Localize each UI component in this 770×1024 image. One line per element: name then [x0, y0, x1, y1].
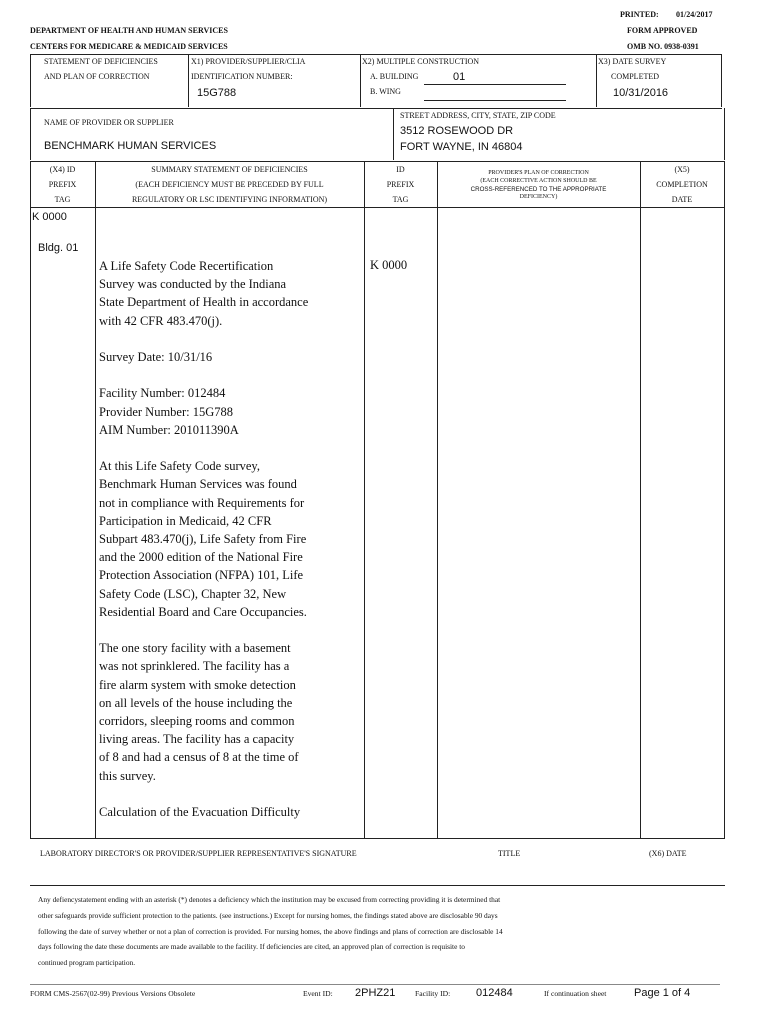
- page-number: Page 1 of 4: [634, 987, 691, 999]
- building-label: A. BUILDING: [370, 72, 419, 81]
- address-line-2: FORT WAYNE, IN 46804: [400, 141, 523, 153]
- summary-line: Survey Date: 10/31/16: [99, 350, 213, 365]
- disclaimer: [38, 892, 503, 971]
- summary-line: fire alarm system with smoke detection: [99, 677, 296, 692]
- summary-line: of 8 and had a census of 8 at the time of: [99, 750, 299, 765]
- summary-line: Safety Code (LSC), Chapter 32, New: [99, 586, 287, 601]
- form-approved: FORM APPROVED: [627, 26, 698, 35]
- x4-header-3: TAG: [54, 195, 71, 204]
- statement-label-2: AND PLAN OF CORRECTION: [44, 72, 150, 81]
- summary-header-1: SUMMARY STATEMENT OF DEFICIENCIES: [151, 165, 308, 174]
- summary-line: Survey was conducted by the Indiana: [99, 277, 287, 292]
- summary-header-3: REGULATORY OR LSC IDENTIFYING INFORMATION): [131, 195, 328, 204]
- continuation-label: If continuation sheet: [544, 989, 607, 998]
- event-id-value: 2PHZ21: [355, 987, 396, 999]
- summary-header-2: (EACH DEFICIENCY MUST BE PRECEDED BY FULL: [135, 180, 324, 189]
- id-header-3: TAG: [392, 195, 409, 204]
- disclaimer-line: following the date of survey whether or not a plan of correction is provided. For nursing homes, the above findings and plans of correction are disclosable 14: [38, 926, 503, 936]
- summary-line: Benchmark Human Services was found: [99, 477, 297, 492]
- plan-header-4: DEFICIENCY): [519, 194, 558, 200]
- disclaimer-line: continued program participation.: [38, 958, 136, 968]
- summary-line: Provider Number: 15G788: [99, 404, 234, 419]
- summary-line: not in compliance with Requirements for: [99, 495, 305, 510]
- disclaimer-line: other safeguards provide sufficient protection to the patients. (see instructions.) Except for nursing homes, the findings stated above are disclosable 90 days: [38, 910, 498, 920]
- survey-date-value: 10/31/2016: [613, 87, 669, 99]
- signature-label: LABORATORY DIRECTOR'S OR PROVIDER/SUPPLIER REPRESENTATIVE'S SIGNATURE: [40, 849, 357, 858]
- x5-header-1: (X5): [674, 165, 690, 174]
- wing-label: B. WING: [370, 87, 401, 96]
- provider-name-label: NAME OF PROVIDER OR SUPPLIER: [44, 118, 174, 127]
- x5-header-2: COMPLETION: [656, 180, 708, 189]
- x4-header-2: PREFIX: [48, 180, 77, 189]
- summary-statement: [99, 257, 308, 821]
- summary-line: Residential Board and Care Occupancies.: [99, 604, 307, 619]
- building-value: 01: [453, 71, 466, 83]
- id-header-2: PREFIX: [386, 180, 415, 189]
- summary-line: and the 2000 edition of the National Fire: [99, 550, 303, 565]
- summary-line: this survey.: [99, 768, 156, 783]
- form-id: FORM CMS-2567(02-99) Previous Versions Obsolete: [30, 989, 196, 998]
- x4-header-1: (X4) ID: [49, 165, 76, 174]
- omb-number: OMB NO. 0938-0391: [627, 42, 699, 51]
- summary-line: was not sprinklered. The facility has a: [99, 659, 290, 674]
- plan-header-3: CROSS-REFERENCED TO THE APPROPRIATE: [470, 186, 607, 193]
- department-title: DEPARTMENT OF HEALTH AND HUMAN SERVICES: [30, 26, 228, 35]
- event-id-label: Event ID:: [303, 989, 333, 998]
- x2-label: X2) MULTIPLE CONSTRUCTION: [362, 57, 480, 66]
- building-tag: Bldg. 01: [38, 242, 79, 254]
- summary-line: Protection Association (NFPA) 101, Life: [99, 568, 304, 583]
- summary-line: Calculation of the Evacuation Difficulty: [99, 805, 301, 820]
- x5-header-3: DATE: [671, 195, 693, 204]
- provider-id-value: 15G788: [197, 87, 237, 99]
- summary-line: with 42 CFR 483.470(j).: [99, 313, 223, 328]
- disclaimer-line: days following the date these documents are made available to the facility. If deficiencies are cited, an approved plan of correction is requisite to: [38, 942, 465, 952]
- date-label: (X6) DATE: [649, 849, 687, 858]
- plan-header-2: (EACH CORRECTIVE ACTION SHOULD BE: [480, 178, 597, 184]
- summary-line: A Life Safety Code Recertification: [99, 259, 274, 273]
- summary-line: AIM Number: 201011390A: [99, 422, 239, 437]
- facility-id-label: Facility ID:: [415, 989, 451, 998]
- id-header-1: ID: [396, 165, 405, 174]
- prefix-tag-right: K 0000: [370, 258, 408, 272]
- summary-line: on all levels of the house including the: [99, 695, 293, 710]
- facility-id-value: 012484: [476, 987, 513, 999]
- statement-label-1: STATEMENT OF DEFICIENCIES: [44, 57, 158, 66]
- printed-date: 01/24/2017: [676, 10, 713, 19]
- prefix-tag-left: K 0000: [32, 211, 67, 223]
- summary-line: living areas. The facility has a capacity: [99, 732, 295, 747]
- summary-line: At this Life Safety Code survey,: [99, 459, 260, 474]
- title-label: TITLE: [498, 849, 521, 858]
- disclaimer-line: Any defiencystatement ending with an asterisk (*) denotes a deficiency which the institution may be excused from correcting providing it is determined that: [38, 895, 501, 904]
- provider-name-value: BENCHMARK HUMAN SERVICES: [44, 140, 217, 152]
- x1-label-1: X1) PROVIDER/SUPPLIER/CLIA: [191, 57, 306, 66]
- x3-label-2: COMPLETED: [611, 72, 659, 81]
- x3-label-1: X3) DATE SURVEY: [598, 57, 667, 66]
- centers-title: CENTERS FOR MEDICARE & MEDICAID SERVICES: [30, 42, 228, 51]
- summary-line: Participation in Medicaid, 42 CFR: [99, 513, 272, 528]
- summary-line: State Department of Health in accordance: [99, 295, 309, 310]
- summary-line: Facility Number: 012484: [99, 386, 226, 401]
- x1-label-2: IDENTIFICATION NUMBER:: [191, 72, 293, 81]
- summary-line: The one story facility with a basement: [99, 641, 291, 656]
- address-line-1: 3512 ROSEWOOD DR: [400, 125, 514, 137]
- summary-line: Subpart 483.470(j), Life Safety from Fire: [99, 532, 307, 547]
- printed-label: PRINTED:: [620, 10, 659, 19]
- address-label: STREET ADDRESS, CITY, STATE, ZIP CODE: [400, 111, 556, 120]
- plan-header-1: PROVIDER'S PLAN OF CORRECTION: [488, 170, 589, 176]
- summary-line: corridors, sleeping rooms and common: [99, 714, 295, 729]
